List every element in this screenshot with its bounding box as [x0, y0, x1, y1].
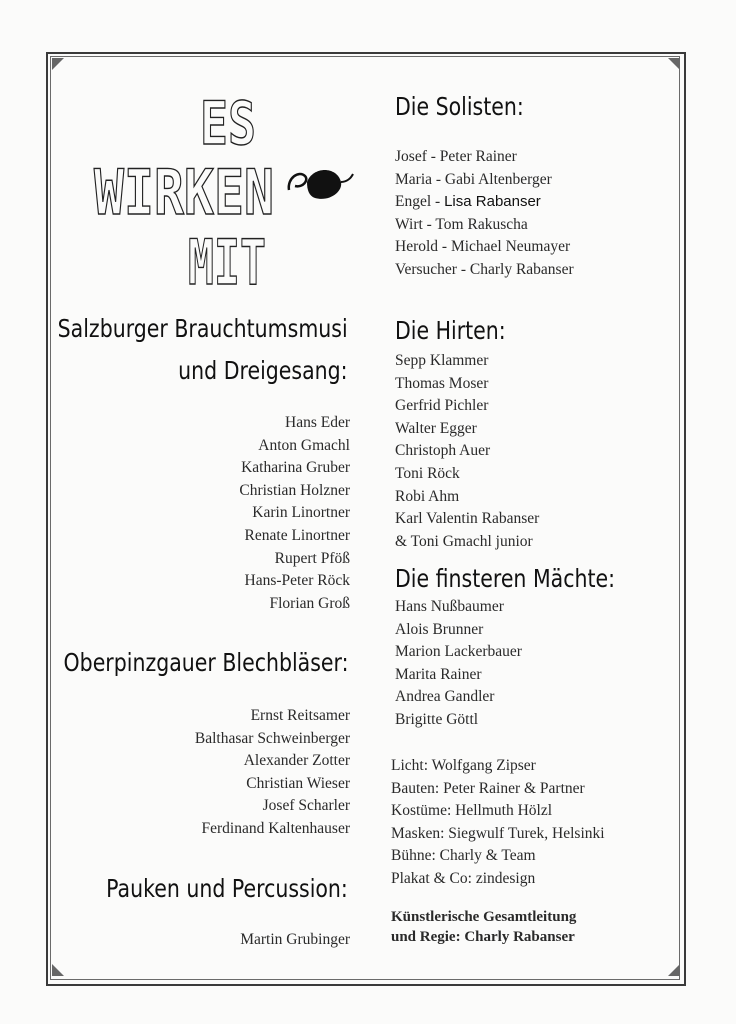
pauken-member-list	[240, 929, 350, 952]
list-item: Anton Gmachl	[258, 436, 350, 454]
list-item: Christian Wieser	[246, 774, 350, 792]
list-item: Florian Groß	[269, 594, 350, 612]
brauchtum-member-list	[239, 412, 350, 615]
corner-ornament-bottom-left	[52, 964, 64, 976]
corner-ornament-top-right	[668, 58, 680, 70]
maechte-heading: Die finsteren Mächte:	[395, 564, 616, 593]
list-item: Hans-Peter Röck	[244, 572, 350, 590]
list-item: Licht: Wolfgang Zipser	[391, 757, 536, 774]
list-item: Bühne: Charly & Team	[391, 847, 536, 865]
list-item: Bauten: Peter Rainer & Partner	[391, 779, 585, 797]
title-line-wirken: WIRKEN	[94, 156, 274, 229]
blech-member-list	[195, 705, 350, 841]
list-item: Brigitte Göttl	[395, 710, 479, 728]
list-item: Martin Grubinger	[240, 931, 350, 948]
list-item: Josef Scharler	[262, 797, 350, 815]
list-item: Wirt - Tom Rakuscha	[395, 215, 528, 233]
pauken-heading: Pauken und Percussion:	[106, 874, 348, 903]
hirten-heading: Die Hirten:	[395, 316, 506, 345]
list-item: Katharina Gruber	[241, 459, 350, 477]
role-name: Lisa Rabanser	[444, 193, 541, 211]
credits-list	[391, 755, 605, 891]
list-item: Marion Lackerbauer	[395, 643, 522, 661]
list-item: Masken: Siegwulf Turek, Helsinki	[391, 824, 605, 842]
list-item: Robi Ahm	[395, 487, 460, 505]
leaf-ornament-icon	[285, 160, 355, 205]
list-item: Christoph Auer	[395, 442, 491, 460]
list-item: Maria - Gabi Altenberger	[395, 170, 552, 188]
list-item: Toni Röck	[395, 464, 460, 482]
list-item: Hans Nußbaumer	[395, 598, 504, 615]
list-item: Sepp Klammer	[395, 352, 489, 369]
list-item: Kostüme: Hellmuth Hölzl	[391, 802, 553, 820]
leitung-line-2: und Regie: Charly Rabanser	[391, 929, 575, 945]
leitung-line-1: Künstlerische Gesamtleitung	[391, 909, 577, 925]
list-item: Karl Valentin Rabanser	[395, 510, 540, 528]
list-item: Alexander Zotter	[243, 752, 350, 770]
title-line-es: ES	[200, 89, 256, 159]
solisten-heading: Die Solisten:	[395, 92, 524, 121]
role-prefix: Engel -	[395, 193, 445, 211]
list-item: Rupert Pföß	[274, 549, 350, 567]
list-item: Hans Eder	[285, 414, 350, 431]
title-logo	[88, 86, 288, 299]
list-item: & Toni Gmachl junior	[395, 532, 533, 550]
list-item: Balthasar Schweinberger	[194, 729, 350, 747]
maechte-list	[395, 596, 522, 732]
brauchtum-heading-line-2: und Dreigesang:	[178, 356, 348, 385]
title-line-mit: MIT	[188, 226, 266, 299]
list-item: Christian Holzner	[239, 481, 350, 499]
list-item: Versucher - Charly Rabanser	[395, 260, 574, 278]
brauchtum-heading-line-1: Salzburger Brauchtumsmusi	[57, 314, 348, 343]
leitung-credit	[391, 907, 576, 947]
list-item: Josef - Peter Rainer	[395, 148, 517, 165]
list-item: Plakat & Co: zindesign	[391, 869, 536, 887]
list-item: Walter Egger	[395, 419, 477, 437]
list-item: Ferdinand Kaltenhauser	[201, 819, 350, 837]
list-item: Karin Linortner	[252, 504, 350, 522]
corner-ornament-bottom-right	[668, 964, 680, 976]
list-item: Alois Brunner	[395, 620, 484, 638]
list-item: Thomas Moser	[395, 374, 489, 392]
list-item: Ernst Reitsamer	[250, 707, 350, 724]
list-item: Renate Linortner	[244, 526, 350, 544]
list-item: Gerfrid Pichler	[395, 397, 489, 415]
blech-heading: Oberpinzgauer Blechbläser:	[63, 648, 348, 677]
list-item: Herold - Michael Neumayer	[395, 238, 571, 256]
list-item: Andrea Gandler	[395, 688, 495, 706]
list-item: Marita Rainer	[395, 665, 482, 683]
list-item	[395, 191, 574, 214]
corner-ornament-top-left	[52, 58, 64, 70]
solisten-list	[395, 146, 574, 282]
hirten-list	[395, 350, 539, 553]
